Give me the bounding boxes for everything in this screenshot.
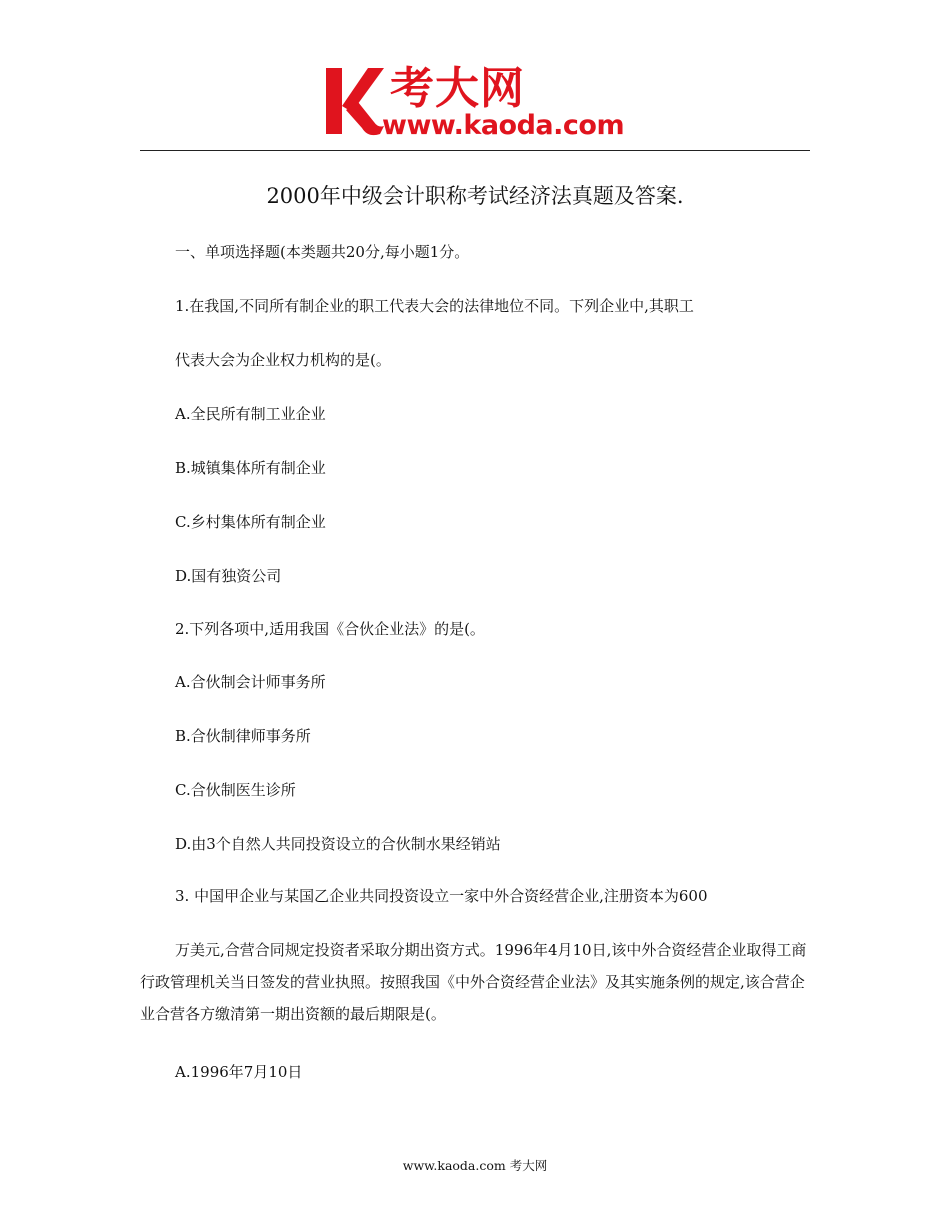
document-title: 2000年中级会计职称考试经济法真题及答案. <box>266 184 684 208</box>
q1-option-c: C.乡村集体所有制企业 <box>175 513 326 531</box>
q1-stem-line1: 1.在我国,不同所有制企业的职工代表大会的法律地位不同。下列企业中,其职工 <box>175 297 694 315</box>
q3-stem-line1: 3. 中国甲企业与某国乙企业共同投资设立一家中外合资经营企业,注册资本为600 <box>175 887 708 905</box>
k-logo-mark <box>322 66 384 136</box>
q1-option-b: B.城镇集体所有制企业 <box>175 459 326 477</box>
q3-option-a: A.1996年7月10日 <box>175 1063 303 1081</box>
q2-option-c: C.合伙制医生诊所 <box>175 781 296 799</box>
q2-option-a: A.合伙制会计师事务所 <box>175 673 326 691</box>
logo-chinese-name: 考大网 <box>390 63 525 114</box>
kaoda-logo <box>322 58 642 144</box>
q1-stem-line2: 代表大会为企业权力机构的是(。 <box>175 351 391 369</box>
page-footer: www.kaoda.com 考大网 <box>402 1158 548 1173</box>
q2-stem: 2.下列各项中,适用我国《合伙企业法》的是(。 <box>175 620 485 638</box>
q2-option-b: B.合伙制律师事务所 <box>175 727 311 745</box>
section-heading: 一、单项选择题(本类题共20分,每小题1分。 <box>175 243 470 261</box>
q1-option-d: D.国有独资公司 <box>175 567 282 585</box>
q2-option-d: D.由3个自然人共同投资设立的合伙制水果经销站 <box>175 835 501 853</box>
header-divider <box>140 150 810 151</box>
logo-url: www.kaoda.com <box>382 110 625 141</box>
q3-stem-paragraph: 万美元,合营合同规定投资者采取分期出资方式。1996年4月10日,该中外合资经营企业取得工商行政管理机关当日签发的营业执照。按照我国《中外合资经营企业法》及其实施条例的规定,该合营企业合营各方缴清第一期出资额的最后期限是(。 <box>140 941 807 1023</box>
q1-option-a: A.全民所有制工业企业 <box>175 405 326 423</box>
